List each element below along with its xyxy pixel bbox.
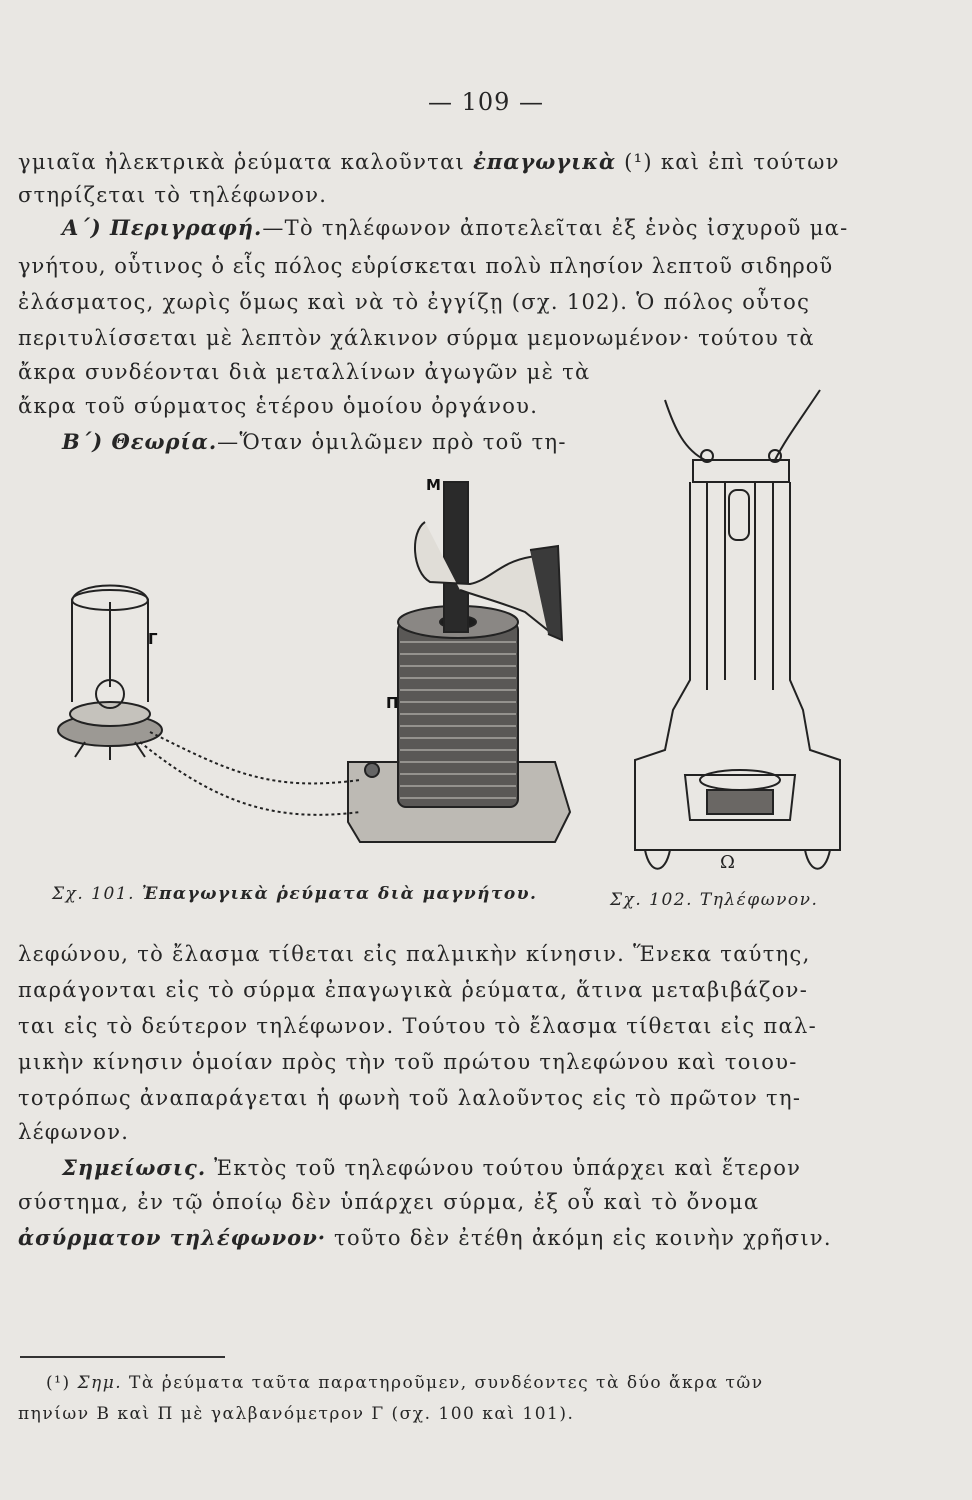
footnote-line-1: (¹) Σημ. Τὰ ῥεύματα ταῦτα παρατηροῦμεν, συνδέοντες τὰ δύο ἄκρα τῶν <box>46 1373 764 1393</box>
figure-101-caption: Σχ. 101. Ἐπαγωγικὰ ῥεύματα διὰ μαγνήτου. <box>52 884 538 904</box>
label-coil: Π <box>386 694 399 712</box>
note-line-2: σύστημα, ἐν τῷ ὁποίῳ δὲν ὑπάρχει σύρμα, ἐξ οὗ καὶ τὸ ὄνομα <box>18 1190 760 1214</box>
section-a-line-4: περιτυλίσσεται μὲ λεπτὸν χάλκινον σύρμα μεμονωμένον· τούτου τὰ <box>18 326 815 350</box>
page-number: — 109 — <box>427 88 545 116</box>
section-b-line-7: λέφωνον. <box>18 1120 130 1144</box>
footnote-rule <box>20 1356 225 1358</box>
note-heading: Σημείωσις. <box>62 1155 207 1180</box>
section-b-line-5: μικὴν κίνησιν ὁμοίαν πρὸς τὴν τοῦ πρώτου τηλεφώνου καὶ τοιου- <box>18 1050 798 1074</box>
top-line-1: γμιαῖα ἠλεκτρικὰ ῥεύματα καλοῦνται ἐπαγωγικὰ (¹) καὶ ἐπὶ τούτων <box>18 149 840 174</box>
section-b-line-1: Β΄) Θεωρία.—Ὅταν ὁμιλῶμεν πρὸ τοῦ τη- <box>62 429 567 454</box>
section-a-heading: Α΄) Περιγραφή. <box>62 215 263 240</box>
note-line-1: Σημείωσις. Ἐκτὸς τοῦ τηλεφώνου τούτου ὑπάρχει καὶ ἕτερον <box>62 1155 802 1180</box>
section-b-heading: Β΄) Θεωρία. <box>62 429 218 454</box>
section-a-line-3: ἐλάσματος, χωρὶς ὅμως καὶ νὰ τὸ ἐγγίζῃ (σχ. 102). Ὁ πόλος οὗτος <box>18 290 811 314</box>
svg-text:Ω: Ω <box>720 852 735 873</box>
section-a-line-1: Α΄) Περιγραφή.—Τὸ τηλέφωνον ἀποτελεῖται ἐξ ἑνὸς ἰσχυροῦ μα- <box>62 215 849 240</box>
label-magnet: Μ <box>426 476 441 494</box>
section-b-line-4: ται εἰς τὸ δεύτερον τηλέφωνον. Τούτου τὸ ἔλασμα τίθεται εἰς παλ- <box>18 1014 818 1038</box>
section-a-line-6: ἄκρα τοῦ σύρματος ἑτέρου ὁμοίου ὀργάνου. <box>18 394 539 418</box>
label-galvanometer: Γ <box>148 630 158 648</box>
term-epagogika: ἐπαγωγικὰ <box>473 149 617 174</box>
top-line-2: στηρίζεται τὸ τηλέφωνον. <box>18 183 328 207</box>
section-a-line-2: γνήτου, οὗτινος ὁ εἷς πόλος εὑρίσκεται πολὺ πλησίον λεπτοῦ σιδηροῦ <box>18 254 834 278</box>
figure-101-illustration <box>30 462 595 872</box>
figure-102-caption: Σχ. 102. Τηλέφωνον. <box>610 890 819 910</box>
footnote-line-2: πηνίων Β καὶ Π μὲ γαλβανόμετρον Γ (σχ. 100 καὶ 101). <box>18 1404 575 1424</box>
section-b-line-3: παράγονται εἰς τὸ σύρμα ἐπαγωγικὰ ῥεύματα, ἅτινα μεταβιβάζον- <box>18 978 809 1002</box>
term-wireless-telephone: ἀσύρματον τηλέφωνον· <box>18 1225 327 1250</box>
section-a-line-5: ἄκρα συνδέονται διὰ μεταλλίνων ἀγωγῶν μὲ τὰ <box>18 360 591 384</box>
figure-102-illustration <box>625 380 855 880</box>
section-b-line-2: λεφώνου, τὸ ἔλασμα τίθεται εἰς παλμικὴν κίνησιν. Ἕνεκα ταύτης, <box>18 942 811 966</box>
note-line-3: ἀσύρματον τηλέφωνον· τοῦτο δὲν ἐτέθη ἀκόμη εἰς κοινὴν χρῆσιν. <box>18 1225 832 1250</box>
section-b-line-6: τοτρόπως ἀναπαράγεται ἡ φωνὴ τοῦ λαλοῦντος εἰς τὸ πρῶτον τη- <box>18 1086 802 1110</box>
